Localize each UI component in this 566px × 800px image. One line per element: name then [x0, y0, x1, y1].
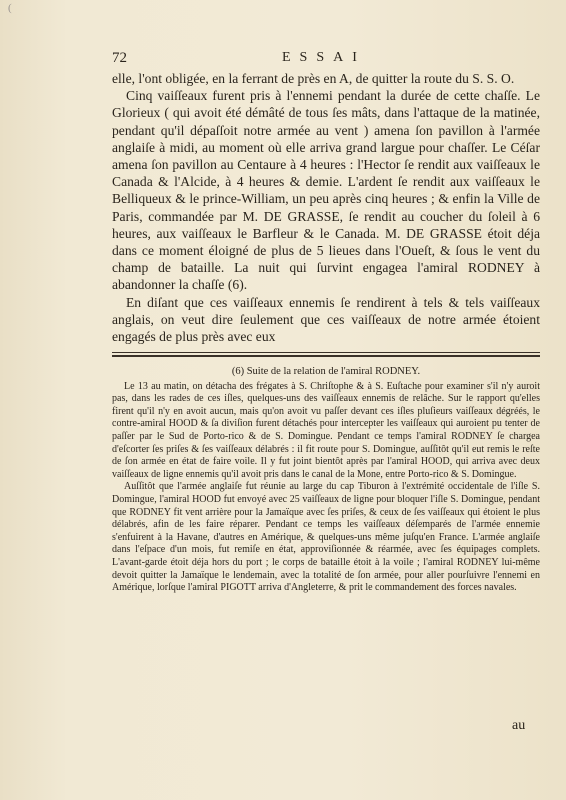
running-title: ESSAI	[282, 50, 366, 65]
pencil-mark: (	[8, 2, 12, 14]
footnote-paragraph: Auſſitôt que l'armée anglaiſe fut réunie au large du cap Tiburon à l'extrémité occidentale de l'iſle S. Domingue, l'amiral HOOD fut envoyé avec 25 vaiſſeaux de ligne pour bloquer l'iſle S. Domingue, pendant que RODNEY fit vent arrière pour la Jamaïque avec ſes priſes, & ceux de ſes vaiſſeaux qui étoient le plus délabrés, afin de les faire réparer. Pendant ce temps les vaiſſeaux déſemparés de l'armée ennemie s'enfuirent à la Havane, d'autres en Amérique, & quelques-uns même juſqu'en France. L'armée anglaiſe dans l'eſpace d'un mois, fut remiſe en état, approviſionnée & réarmée, avec ſes équipages complets. L'avant-garde étoit déja hors du port ; le corps de bataille étoit à la voile ; l'amiral RODNEY lui-même devoit quitter la Jamaïque le lendemain, avec la totalité de ſon armée, pour aller pourſuivre l'ennemi en Amérique, lorſque l'amiral PIGOTT arriva d'Angleterre, & prit le commandement des forces navales.	[112, 481, 540, 594]
paragraph-captures: Cinq vaiſſeaux furent pris à l'ennemi pendant la durée de cette chaſſe. Le Glorieux ( qui avoit été démâté de tous ſes mâts, dans l'attaque de la matinée, pendant qu'il dépaſſoit notre armée au vent ) amena ſon pavillon à l'armée anglaiſe à midi, au moment où elle arriva grand largue pour chaſſer. Le Céſar amena ſon pavillon au Centaure à 4 heures : l'Hector ſe rendit aux vaiſſeaux le Canada & l'Alcide, à 4 heures & demie. L'ardent ſe rendit aux vaiſſeaux le Belliqueux & le prince-William, un peu après cinq heures ; & enfin la Ville de Paris, commandée par M. DE GRASSE, ſe rendit au coucher du ſoleil à 6 heures, aux vaiſſeaux le Barfleur & le Canada. M. DE GRASSE étoit déja dans ce moment éloigné de plus de 5 lieues dans l'Oueſt, & ſous le vent du champ de bataille. La nuit qui ſurvint engagea l'amiral RODNEY à abandonner la chaſſe (6).	[112, 88, 540, 293]
footnote-paragraph: Le 13 au matin, on détacha des frégates à S. Chriſtophe & à S. Euſtache pour examiner s'il n'y auroit pas, dans les rades de ces iſles, quelques-uns des vaiſſeaux ennemis de relâche. Sur le rapport qu'elles firent qu'il n'y en avoit aucun, mais qu'on avoit vu paſſer devant ces iſles pluſieurs vaiſſeaux dégréés, le contre-amiral HOOD & ſa diviſion furent détachés pour intercepter les vaiſſeaux qui auroient pu tenter de paſſer par le Sud de Porto-rico & de S. Domingue. Pendant ce temps l'amiral RODNEY ſe chargea d'eſcorter ſes priſes & ſes vaiſſeaux délabrés : il fit route pour S. Domingue, auſſitôt qu'il eut remis le reſte de ſon armée en état de faire voile. Il y fut joint bientôt après par l'amiral HOOD, qui arriva avec deux vaiſſeaux de ligne ennemis qu'il avoit pris dans le canal de la Mone, entre Porto-rico & S. Domingue.	[112, 380, 540, 480]
footnote-divider-thin	[112, 352, 540, 353]
main-text	[112, 70, 540, 345]
page-number: 72	[112, 50, 127, 66]
footnote	[112, 366, 540, 595]
footnote-divider-thick	[112, 355, 540, 357]
paragraph-continuation: elle, l'ont obligée, en la ferrant de près en A, de quitter la route du S. S. O.	[112, 71, 515, 86]
paragraph-explanation: En diſant que ces vaiſſeaux ennemis ſe rendirent à tels & tels vaiſſeaux anglais, on veut dire ſeulement que ces vaiſſeaux de notre armée étoient engagés de plus près avec eux	[112, 294, 540, 345]
page-header	[112, 50, 472, 70]
footnote-title: (6) Suite de la relation de l'amiral RODNEY.	[231, 366, 421, 377]
catchword: au	[512, 718, 526, 733]
